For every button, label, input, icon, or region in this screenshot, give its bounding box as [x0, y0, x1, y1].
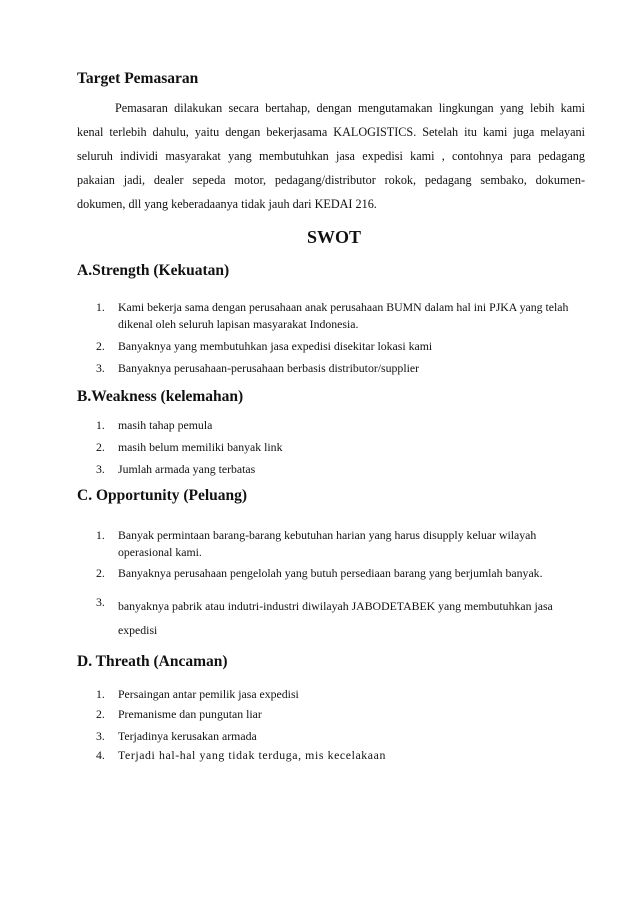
list-number: 1. — [96, 687, 105, 701]
list-number: 3. — [96, 595, 105, 609]
paragraph-line: Pemasaran dilakukan secara bertahap, dengan mengutamakan lingkungan yang lebih kami — [115, 101, 585, 115]
strength-heading: A.Strength (Kekuatan) — [77, 262, 230, 279]
list-item-text: Kami bekerja sama dengan perusahaan anak perusahaan BUMN dalam hal ini PJKA yang telah dikenal oleh seluruh lapisan masyarakat Indonesia. — [118, 300, 569, 331]
list-item-text: banyaknya pabrik atau indutri-industri diwilayah JABODETABEK yang membutuhkan jasa expedisi — [118, 599, 553, 637]
list-item-text: Banyaknya perusahaan-perusahaan berbasis distributor/supplier — [118, 361, 420, 375]
list-number: 1. — [96, 528, 105, 542]
list-item-text: masih belum memiliki banyak link — [118, 440, 283, 454]
list-item-text: Banyak permintaan barang-barang kebutuhan harian yang harus disupply keluar wilayah operasional kami. — [118, 528, 537, 559]
paragraph-line: pakaian jadi, dealer sepeda motor, pedagang/distributor rokok, pedagang sembako, dokumen- — [77, 173, 585, 187]
list-item-text: Banyaknya perusahaan pengelolah yang butuh persediaan barang yang berjumlah banyak. — [118, 566, 543, 580]
list-item-text: masih tahap pemula — [118, 418, 213, 432]
list-item-text: Terjadinya kerusakan armada — [118, 729, 257, 743]
list-item-text: Jumlah armada yang terbatas — [118, 462, 256, 476]
threat-heading: D. Threath (Ancaman) — [77, 653, 228, 670]
list-item-text: Premanisme dan pungutan liar — [118, 707, 262, 721]
paragraph-line: dokumen, dll yang keberadaanya tidak jauh dari KEDAI 216. — [77, 197, 377, 211]
list-number: 2. — [96, 707, 105, 721]
paragraph-line: kenal terlebih dahulu, yaitu dengan bekerjasama KALOGISTICS. Setelah itu kami juga melayani — [77, 125, 585, 139]
swot-title: SWOT — [306, 227, 362, 247]
list-number: 3. — [96, 361, 105, 375]
list-number: 2. — [96, 440, 105, 454]
target-pemasaran-heading: Target Pemasaran — [77, 70, 199, 87]
opportunity-heading: C. Opportunity (Peluang) — [77, 487, 248, 504]
list-number: 3. — [96, 462, 105, 476]
list-number: 1. — [96, 418, 105, 432]
list-item-text: Terjadi hal-hal yang tidak terduga, mis kecelakaan — [118, 748, 386, 762]
paragraph-line: seluruh individi masyarakat yang membutuhkan jasa expedisi kami , contohnya para pedagang — [77, 149, 585, 163]
list-number: 1. — [96, 300, 105, 314]
list-number: 2. — [96, 566, 105, 580]
list-number: 3. — [96, 729, 105, 743]
weakness-heading: B.Weakness (kelemahan) — [77, 388, 244, 405]
list-number: 4. — [96, 748, 105, 762]
list-item-text: Banyaknya yang membutuhkan jasa expedisi disekitar lokasi kami — [118, 339, 433, 353]
list-number: 2. — [96, 339, 105, 353]
list-item-text: Persaingan antar pemilik jasa expedisi — [118, 687, 299, 701]
